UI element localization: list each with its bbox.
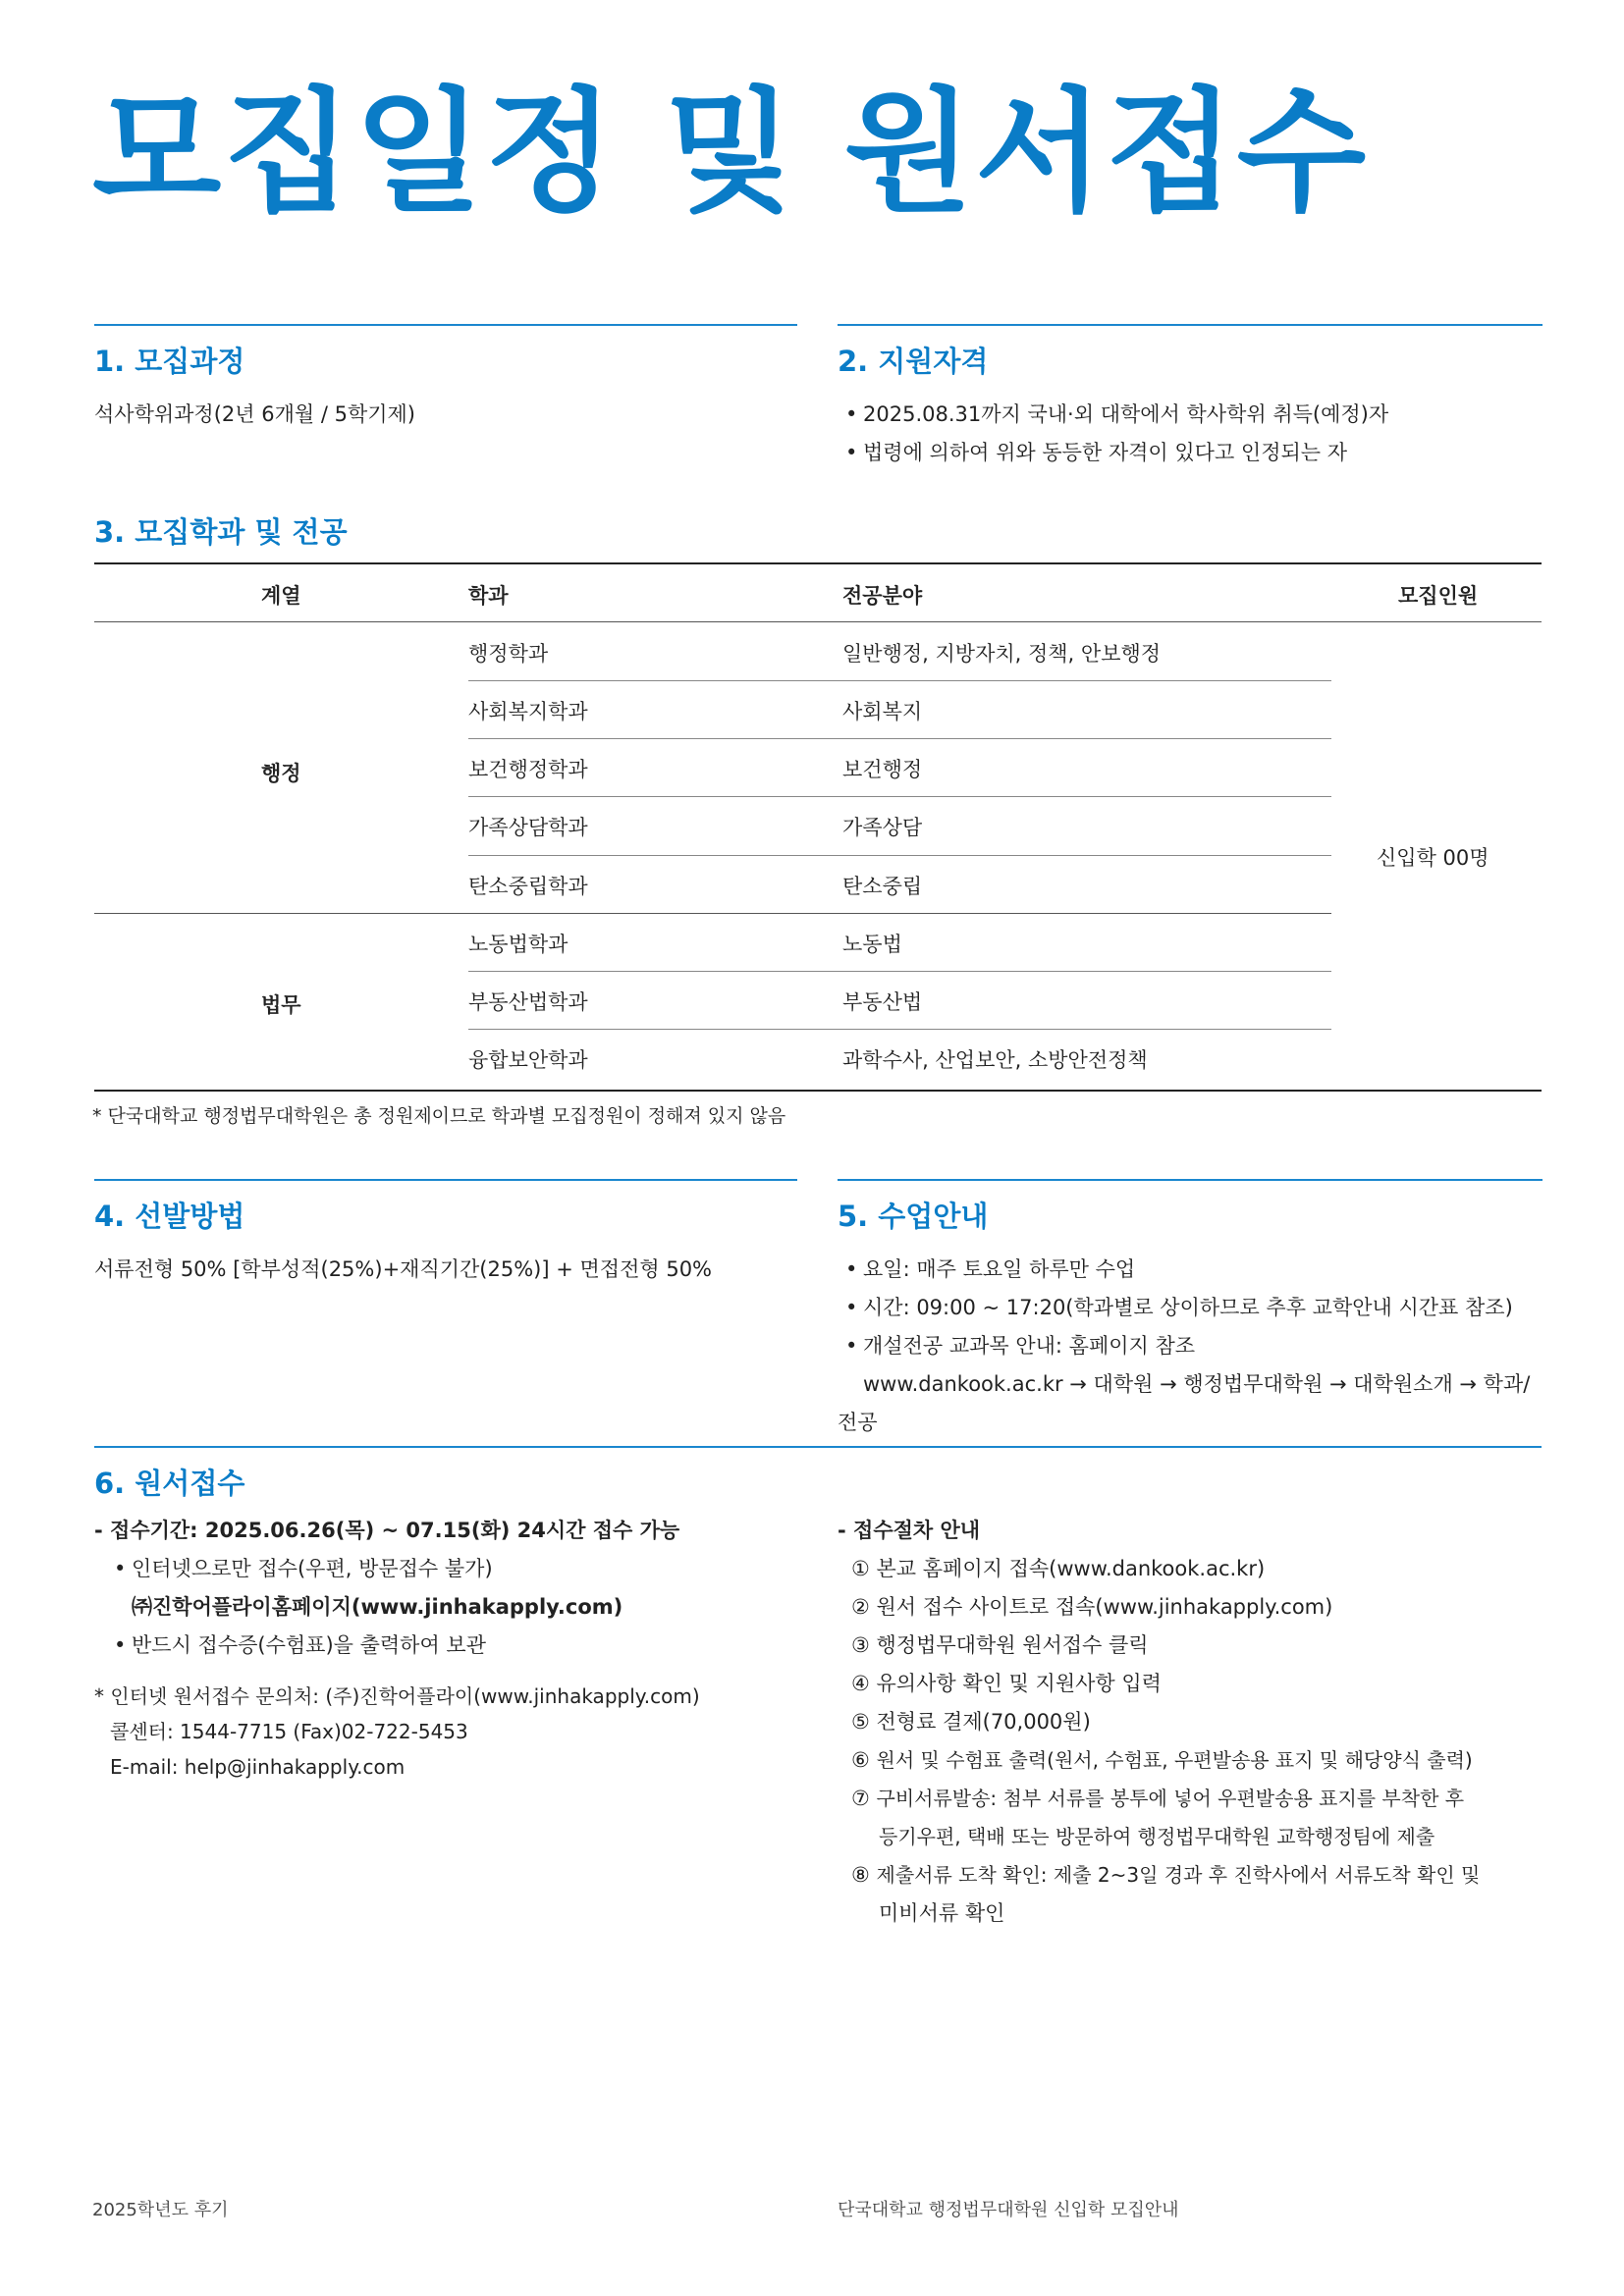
- list-item: ① 본교 홈페이지 접속(www.dankook.ac.kr): [851, 1557, 1266, 1580]
- list-item: ⑦ 구비서류발송: 첨부 서류를 봉투에 넣어 우편발송용 표지를 부착한 후 등기우편, 택배 또는 방문하여 행정법무대학원 교학행정팀에 제출: [851, 1787, 1465, 1848]
- section-heading: 1. 모집과정: [94, 345, 245, 378]
- list-item: • 반드시 접수증(수험표)을 출력하여 보관: [114, 1633, 486, 1657]
- table-row: [94, 913, 1331, 971]
- section-divider: [94, 1179, 797, 1181]
- course-text: 석사학위과정(2년 6개월 / 5학기제): [94, 402, 416, 426]
- period-text: - 접수기간: 2025.06.26(목) ~ 07.15(화) 24시간 접수 가능: [94, 1519, 680, 1542]
- departments-table: [94, 562, 1542, 1092]
- contact-info: [94, 1679, 782, 1785]
- section-heading: 3. 모집학과 및 전공: [94, 515, 348, 549]
- dept-cell: 사회복지학과: [468, 700, 588, 723]
- section-heading: 5. 수업안내: [838, 1200, 989, 1233]
- section-divider: [94, 324, 797, 326]
- header-category: 계열: [261, 584, 301, 608]
- table-row: [94, 622, 1331, 680]
- table-row: [94, 738, 1331, 796]
- list-item: ② 원서 접수 사이트로 접속(www.jinhakapply.com): [851, 1595, 1333, 1619]
- major-cell: 보건행정: [842, 758, 923, 781]
- class-info-list: [838, 1251, 1543, 1442]
- list-item: ③ 행정법무대학원 원서접수 클릭: [851, 1633, 1149, 1657]
- header-department: 학과: [468, 584, 509, 608]
- list-item: [838, 1365, 1543, 1442]
- list-item: ⑧ 제출서류 도착 확인: 제출 2~3일 경과 후 진학사에서 서류도착 확인 및 미비서류 확인: [851, 1863, 1481, 1925]
- procedure-title: - 접수절차 안내: [838, 1519, 981, 1542]
- section-selection: [94, 1179, 797, 1289]
- list-item: • 시간: 09:00 ~ 17:20(학과별로 상이하므로 추후 교학안내 시간표 참조): [845, 1296, 1513, 1319]
- table-row: [94, 971, 1331, 1029]
- section-heading: 6. 원서접수: [94, 1467, 245, 1500]
- table-row: [94, 1029, 1331, 1087]
- jinhak-link: ㈜진학어플라이홈페이지(www.jinhakapply.com): [132, 1595, 623, 1619]
- major-cell: 노동법: [842, 933, 902, 956]
- quota-cell: 신입학 00명: [1377, 846, 1489, 870]
- table-body: [94, 622, 1542, 1090]
- footer-left: 2025학년도 후기: [92, 2200, 229, 2220]
- category-admin: 행정: [261, 762, 301, 785]
- table-row: [94, 855, 1331, 913]
- dept-cell: 부동산법학과: [468, 990, 588, 1014]
- list-item: ⑥ 원서 및 수험표 출력(원서, 수험표, 우편발송용 표지 및 해당양식 출력): [851, 1748, 1473, 1772]
- major-cell: 탄소중립: [842, 875, 923, 898]
- category-law: 법무: [261, 993, 301, 1017]
- list-item: ④ 유의사항 확인 및 지원사항 입력: [851, 1672, 1162, 1695]
- list-item: • 개설전공 교과목 안내: 홈페이지 참조: [845, 1334, 1196, 1358]
- section-eligibility: [838, 324, 1543, 472]
- list-item: • 2025.08.31까지 국내·외 대학에서 학사학위 취득(예정)자: [845, 402, 1389, 426]
- footer-right: 단국대학교 행정법무대학원 신입학 모집안내: [838, 2200, 1179, 2220]
- list-item: [106, 1588, 782, 1627]
- eligibility-list: [838, 396, 1543, 472]
- period-bullets: [94, 1550, 782, 1665]
- contact-line: 콜센터: 1544-7715 (Fax)02-722-5453: [110, 1720, 468, 1743]
- section-heading: 2. 지원자격: [838, 345, 989, 378]
- contact-line: E-mail: help@jinhakapply.com: [110, 1755, 406, 1779]
- section-heading: 4. 선발방법: [94, 1200, 245, 1233]
- dept-cell: 가족상담학과: [468, 816, 588, 839]
- section-application: [94, 1446, 1542, 1518]
- list-item: • 법령에 의하여 위와 동등한 자격이 있다고 인정되는 자: [845, 441, 1348, 464]
- major-cell: 부동산법: [842, 990, 923, 1014]
- dept-cell: 행정학과: [468, 642, 549, 666]
- dept-cell: 융합보안학과: [468, 1048, 588, 1072]
- section-departments: [94, 499, 1542, 566]
- list-item: • 요일: 매주 토요일 하루만 수업: [845, 1257, 1136, 1281]
- application-period: [94, 1512, 782, 1785]
- major-cell: 과학수사, 산업보안, 소방안전정책: [842, 1048, 1148, 1072]
- list-item: ⑤ 전형료 결제(70,000원): [851, 1710, 1091, 1734]
- list-item: • 인터넷으로만 접수(우편, 방문접수 불가): [114, 1557, 493, 1580]
- header-quota: 모집인원: [1398, 584, 1479, 608]
- section-divider: [838, 1179, 1543, 1181]
- table-note: * 단국대학교 행정법무대학원은 총 정원제이므로 학과별 모집정원이 정해져 있지 않음: [92, 1105, 786, 1127]
- table-header: [94, 564, 1542, 622]
- contact-line: * 인터넷 원서접수 문의처: (주)진학어플라이(www.jinhakapply.com): [94, 1684, 700, 1708]
- selection-text: 서류전형 50% [학부성적(25%)+재직기간(25%)] + 면접전형 50%: [94, 1257, 713, 1281]
- application-procedure: [838, 1512, 1544, 1933]
- section-classes: [838, 1179, 1543, 1442]
- dept-cell: 탄소중립학과: [468, 875, 588, 898]
- major-cell: 사회복지: [842, 700, 923, 723]
- section-recruit-course: [94, 324, 797, 434]
- header-major: 전공분야: [842, 584, 923, 608]
- section-divider: [838, 324, 1543, 326]
- dept-cell: 노동법학과: [468, 933, 568, 956]
- dept-cell: 보건행정학과: [468, 758, 588, 781]
- table-row: [94, 680, 1331, 738]
- major-cell: 일반행정, 지방자치, 정책, 안보행정: [842, 642, 1162, 666]
- procedure-steps: [838, 1550, 1544, 1933]
- homepage-path: www.dankook.ac.kr → 대학원 → 행정법무대학원 → 대학원소개 → 학과/전공: [838, 1372, 1531, 1434]
- major-cell: 가족상담: [842, 816, 923, 839]
- page-title: 모집일정 및 원서접수: [92, 76, 1369, 231]
- table-row: [94, 796, 1331, 854]
- section-divider: [94, 1446, 1542, 1448]
